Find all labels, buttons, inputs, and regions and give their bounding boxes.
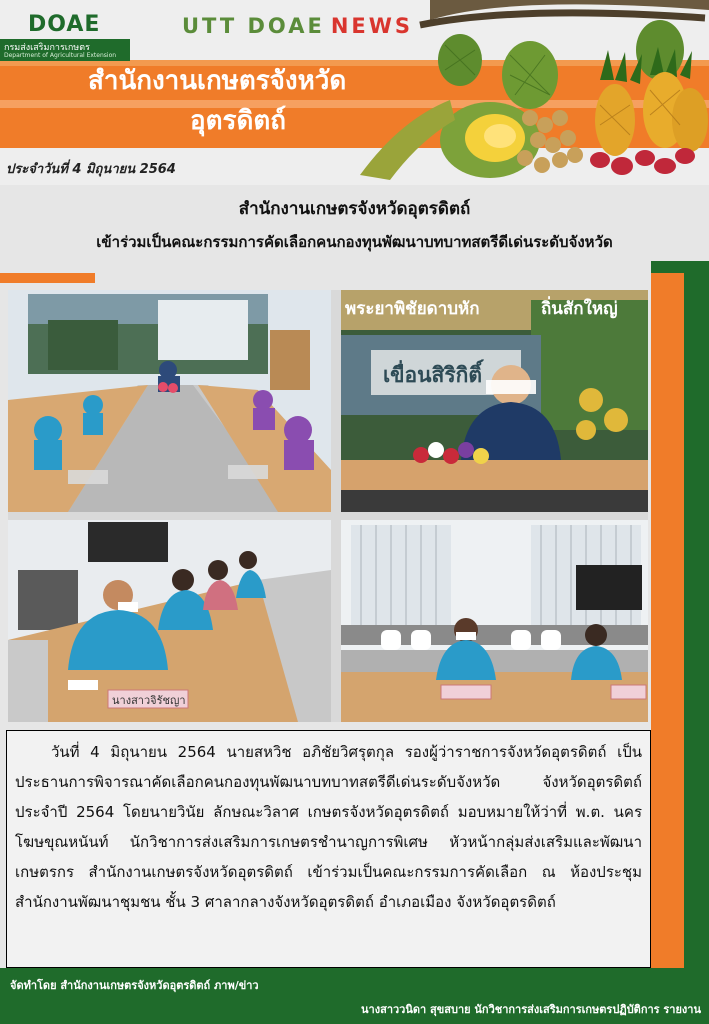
article-text: วันที่ 4 มิถุนายน 2564 นายสหวิช อภิชัยวิศรุตกุล รองผู้ว่าราชการจังหวัดอุตรดิตถ์ เป็นประธานการพิจารณาคัดเลือกคนกองทุนพัฒนาบทบาทสตรีดีเด่นระดับจังหวัด จังหวัดอุตรดิตถ์ ประจำปี 2564 โดยนายวินัย ลักษณะวิลาศ เกษตรจังหวัดอุตรดิตถ์ มอบหมายให้ว่าที่ พ.ต. นคร โฆษขุณหนันท์ นักวิชาการส่งเสริมการเกษตรชำนาญการพิเศษ หัวหน้ากลุ่มส่งเสริมและพัฒนาเกษตรกร สำนักงานเกษตรจังหวัดอุตรดิตถ์ เข้าร่วมเป็นคณะกรรมการคัดเลือก ณ ห้องประชุมสำนักงานพัฒนาชุมชน ชั้น 3 ศาลากลางจังหวัดอุตรดิตถ์ อำเภอเมือง จังหวัดอุตรดิตถ์ [15,743,642,911]
logo-sub-th: กรมส่งเสริมการเกษตร [4,43,90,53]
photo-participants [8,520,331,722]
brand-left: UTT DOAE [182,14,325,38]
headline-line1: สำนักงานเกษตรจังหวัดอุตรดิตถ์ [238,199,471,219]
side-orange-strip [651,261,684,973]
logo-mark: DOAE [28,12,101,37]
photo-dam-sign: เขื่อนสิริกิติ์ [383,363,482,387]
office-name-line1: สำนักงานเกษตรจังหวัด [88,66,347,96]
photo-sign-text-2: ถิ่นสักใหญ่ [541,299,618,319]
fruit-illustration [360,0,709,185]
photo-meeting-room [8,290,331,512]
office-name-line2: อุตรดิตถ์ [190,106,286,136]
photo-collage [8,290,648,722]
footer-reporter: นางสาววนิดา สุขสบาย นักวิชาการส่งเสริมการเกษตรปฏิบัติการ รายงาน [361,1003,701,1016]
photo-chairman [341,290,648,512]
article-body [6,730,651,968]
headline-line2: เข้าร่วมเป็นคณะกรรมการคัดเลือกคนกองทุนพัฒนาบทบาทสตรีดีเด่นระดับจังหวัด [96,233,613,251]
footer-credit: จัดทำโดย สำนักงานเกษตรจังหวัดอุตรดิตถ์ ภาพ/ข่าว [10,979,259,992]
photo-committee [341,520,648,722]
orange-accent-bar [0,273,95,283]
side-green-cap [651,261,709,273]
doae-logo [0,6,130,58]
brand-news: NEWS [330,14,414,38]
newsletter-header [0,0,709,185]
issue-date: ประจำวันที่ 4 มิถุนายน 2564 [6,162,176,177]
logo-sub-en: Department of Agricultural Extension [4,52,117,59]
photo-sign-text-1: พระยาพิชัยดาบหัก [345,299,480,319]
photo-nameplate: นางสาวจิรัชญา [112,694,186,707]
footer [0,968,709,1024]
side-green-strip [684,261,709,973]
